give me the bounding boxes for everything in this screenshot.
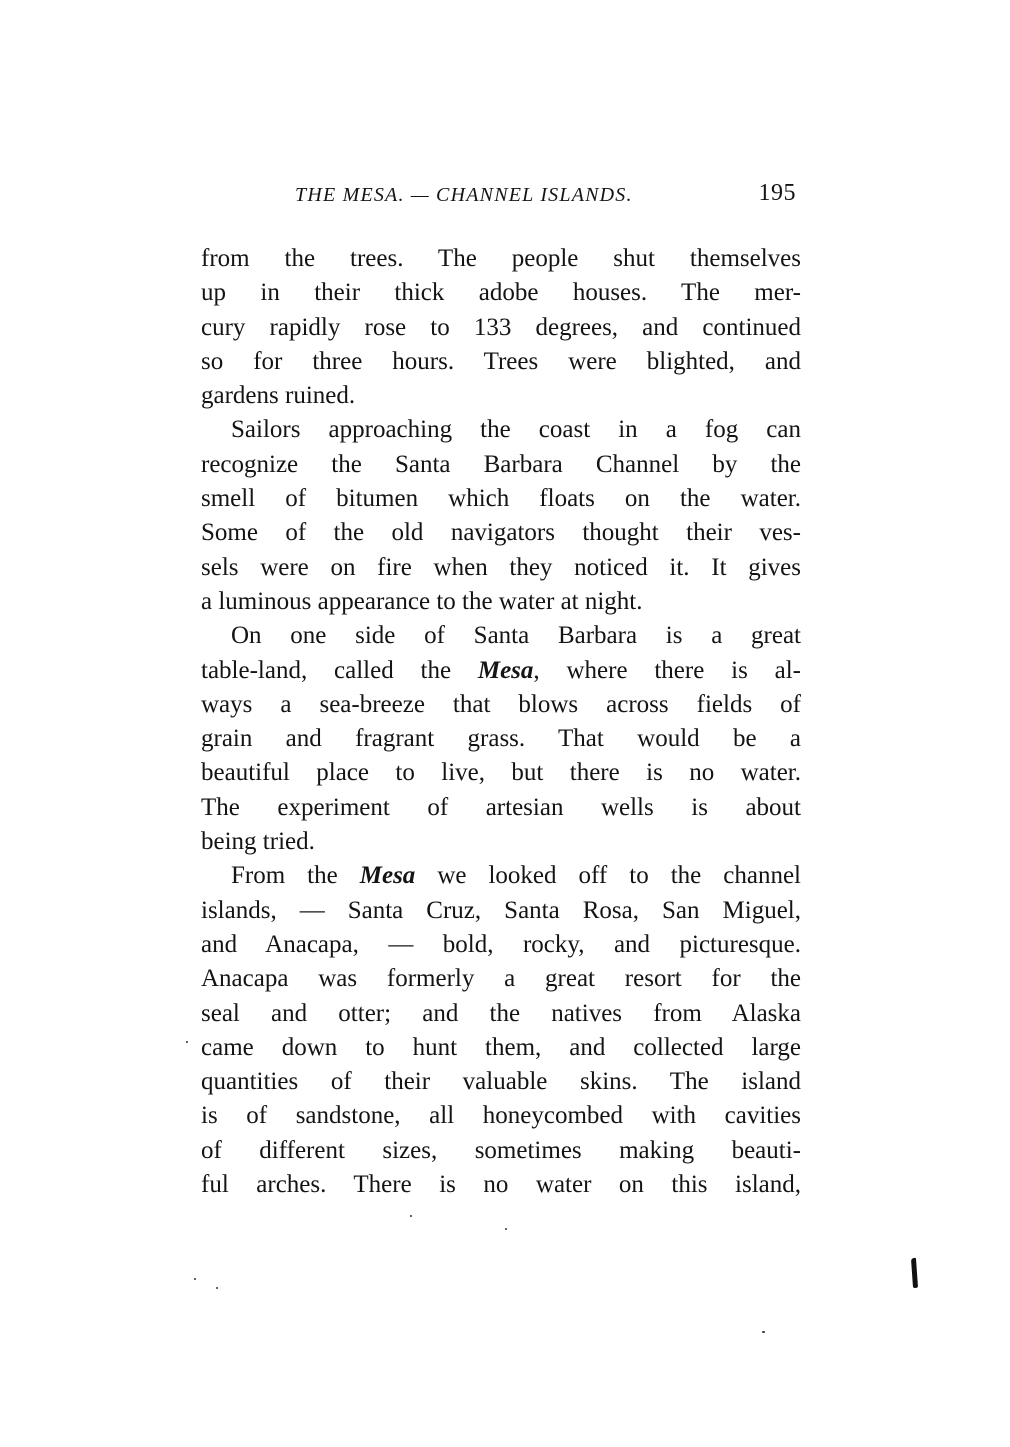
page-number: 195 bbox=[758, 180, 796, 206]
line-segment: From the bbox=[231, 862, 338, 890]
text-line: a luminous appearance to the water at night. bbox=[201, 587, 643, 615]
text-line: quantities of their valuable skins. The island bbox=[201, 1068, 801, 1096]
line-segment: , where there is al- bbox=[533, 656, 801, 684]
text-line: so for three hours. Trees were blighted, and bbox=[201, 347, 801, 375]
text-line: cury rapidly rose to 133 degrees, and continued bbox=[201, 313, 801, 341]
text-line: On one side of Santa Barbara is a great bbox=[231, 622, 801, 650]
text-line: Some of the old navigators thought their ves- bbox=[201, 519, 801, 547]
body-text bbox=[201, 242, 801, 1202]
text-line: grain and fragrant grass. That would be a bbox=[201, 725, 801, 753]
text-line: recognize the Santa Barbara Channel by the bbox=[201, 450, 801, 478]
scan-speck bbox=[762, 1331, 765, 1333]
text-line: Anacapa was formerly a great resort for the bbox=[201, 965, 801, 993]
text-line: came down to hunt them, and collected large bbox=[201, 1033, 801, 1061]
running-title: THE MESA. — CHANNEL ISLANDS. bbox=[295, 184, 633, 206]
text-line: sels were on fire when they noticed it. It gives bbox=[201, 553, 801, 581]
paragraph-1 bbox=[201, 242, 801, 413]
text-line bbox=[201, 859, 801, 893]
text-line: ful arches. There is no water on this island, bbox=[201, 1171, 801, 1199]
line-segment: we looked off to the channel bbox=[437, 862, 801, 890]
line-segment: table-land, called the bbox=[201, 656, 452, 684]
paragraph-4 bbox=[201, 859, 801, 1202]
mesa-term: Mesa bbox=[359, 862, 416, 890]
mesa-term: Mesa bbox=[477, 656, 534, 684]
text-line: ways a sea-breeze that blows across fields of bbox=[201, 690, 801, 718]
text-line: beautiful place to live, but there is no water. bbox=[201, 759, 801, 787]
text-line: is of sandstone, all honeycombed with cavities bbox=[201, 1102, 801, 1130]
text-line: and Anacapa, — bold, rocky, and picturesque. bbox=[201, 930, 801, 958]
scan-edge-mark bbox=[911, 1258, 918, 1288]
text-line: Sailors approaching the coast in a fog can bbox=[231, 416, 801, 444]
text-line: of different sizes, sometimes making beauti- bbox=[201, 1136, 801, 1164]
scan-speck bbox=[505, 1228, 507, 1230]
text-line: being tried. bbox=[201, 828, 315, 856]
text-line: up in their thick adobe houses. The mer- bbox=[201, 279, 801, 307]
text-line: gardens ruined. bbox=[201, 382, 356, 410]
text-line: smell of bitumen which floats on the water. bbox=[201, 485, 801, 513]
text-line: islands, — Santa Cruz, Santa Rosa, San Miguel, bbox=[201, 896, 801, 924]
scan-speck bbox=[410, 1215, 412, 1217]
scan-speck bbox=[186, 1041, 188, 1043]
scan-speck bbox=[216, 1287, 218, 1289]
paragraph-3 bbox=[201, 619, 801, 859]
text-line: seal and otter; and the natives from Alaska bbox=[201, 999, 801, 1027]
paragraph-2 bbox=[201, 413, 801, 619]
running-head bbox=[200, 180, 800, 218]
scan-speck bbox=[194, 1278, 196, 1280]
text-line: from the trees. The people shut themselves bbox=[201, 245, 801, 272]
text-line: The experiment of artesian wells is about bbox=[201, 793, 801, 821]
text-line bbox=[201, 654, 801, 688]
